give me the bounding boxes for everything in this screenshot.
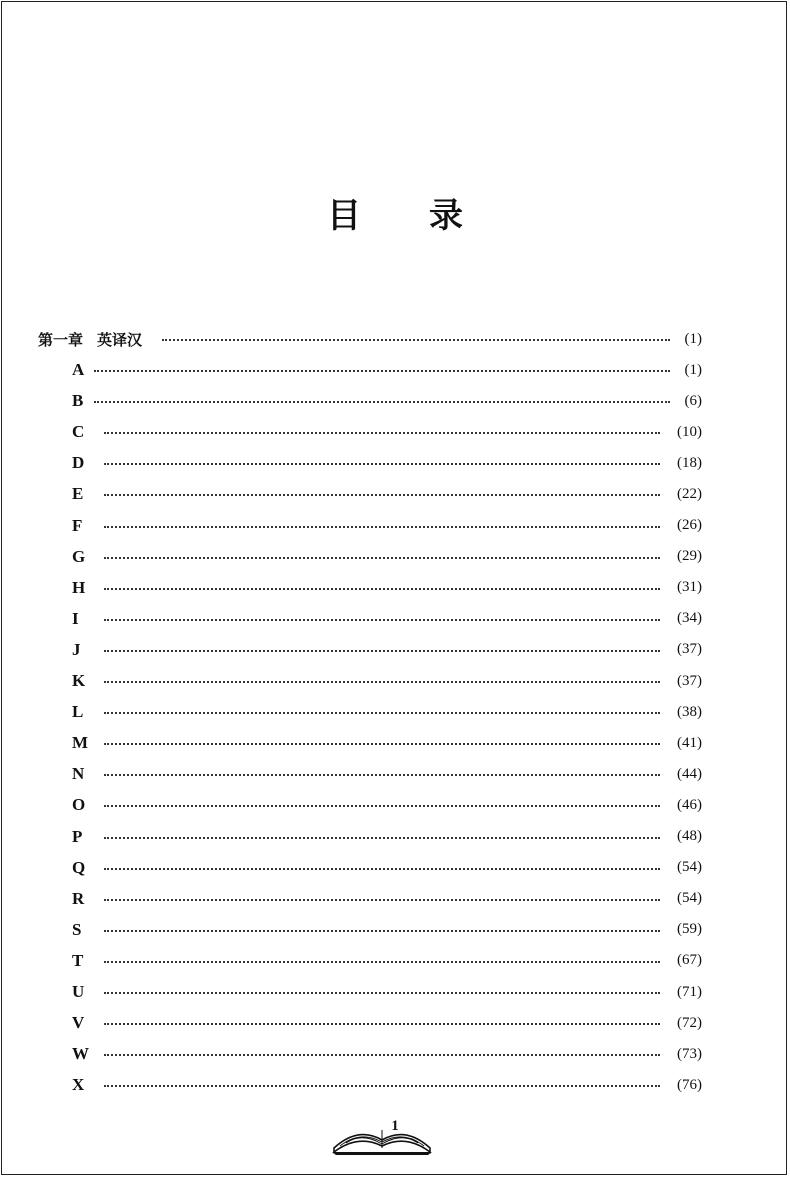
toc-entry-j[interactable] — [0, 635, 790, 665]
leader-dots — [104, 868, 660, 870]
entry-page: (1) — [684, 361, 702, 378]
entry-letter: B — [72, 391, 84, 411]
leader-dots — [104, 805, 660, 807]
leader-dots — [104, 1085, 660, 1087]
toc-entry-t[interactable] — [0, 946, 790, 976]
toc-entry-g[interactable] — [0, 542, 790, 572]
leader-dots — [104, 681, 660, 683]
entry-page: (76) — [677, 1076, 702, 1093]
entry-page: (37) — [677, 672, 702, 689]
entry-page: (46) — [677, 796, 702, 813]
entry-letter: X — [72, 1075, 85, 1095]
entry-page: (44) — [677, 765, 702, 782]
toc-entry-k[interactable] — [0, 666, 790, 696]
toc-entry-i[interactable] — [0, 604, 790, 634]
leader-dots — [104, 743, 660, 745]
entry-page: (59) — [677, 921, 702, 938]
entry-letter: F — [72, 515, 83, 535]
entry-page: (18) — [677, 454, 702, 471]
toc-entry-m[interactable] — [0, 728, 790, 758]
entry-page: (31) — [677, 579, 702, 596]
leader-dots — [104, 557, 660, 559]
entry-letter: G — [72, 546, 86, 566]
entry-letter: J — [72, 639, 81, 659]
leader-dots — [104, 1023, 660, 1025]
entry-letter: I — [72, 608, 79, 628]
toc-entry-c[interactable] — [0, 417, 790, 447]
entry-letter: V — [72, 1013, 85, 1033]
entry-letter: A — [72, 360, 85, 379]
entry-letter: E — [72, 484, 84, 504]
chapter-label — [38, 329, 142, 350]
chapter-name: 英译汉 — [97, 330, 143, 349]
leader-dots — [104, 712, 660, 714]
entry-letter: K — [72, 671, 86, 690]
entry-letter: R — [72, 888, 85, 908]
title-char-1: 目 — [327, 196, 361, 236]
leader-dots — [104, 961, 660, 963]
entry-page: (26) — [677, 517, 702, 533]
leader-dots — [104, 1054, 660, 1056]
entry-letter: U — [72, 982, 85, 1001]
leader-dots — [94, 370, 670, 372]
toc-entry-q[interactable] — [0, 853, 790, 883]
entry-letter: S — [72, 919, 82, 939]
title-char-2: 录 — [429, 196, 463, 236]
toc-entry-f[interactable] — [0, 511, 790, 541]
leader-dots — [104, 992, 660, 994]
toc-entry-o[interactable] — [0, 790, 790, 820]
entry-page: (54) — [677, 859, 702, 876]
leader-dots — [104, 650, 660, 652]
leader-dots — [104, 899, 660, 901]
entry-letter: W — [72, 1044, 89, 1064]
toc-entry-x[interactable] — [0, 1070, 790, 1100]
toc-entry-l[interactable] — [0, 697, 790, 727]
leader-dots — [94, 401, 670, 403]
entry-page: (10) — [677, 423, 702, 440]
leader-dots — [104, 837, 660, 839]
entry-page: (71) — [677, 983, 702, 1000]
entry-letter: L — [72, 702, 84, 722]
entry-page: (54) — [677, 890, 702, 907]
entry-page: (34) — [677, 610, 702, 627]
toc-entry-b[interactable] — [0, 386, 790, 416]
entry-page: (48) — [677, 828, 702, 844]
leader-dots — [162, 339, 670, 341]
entry-page: (73) — [677, 1045, 702, 1062]
entry-page: (67) — [677, 952, 702, 969]
leader-dots — [104, 588, 660, 590]
page-title — [0, 188, 790, 237]
toc-entry-u[interactable] — [0, 977, 790, 1007]
entry-letter: O — [72, 795, 86, 815]
toc-entry-h[interactable] — [0, 573, 790, 603]
toc-entry-n[interactable] — [0, 759, 790, 789]
page-number: 1 — [391, 1118, 399, 1134]
toc-entry-v[interactable] — [0, 1008, 790, 1038]
entry-page: (38) — [677, 703, 702, 720]
toc-entry-e[interactable] — [0, 479, 790, 509]
leader-dots — [104, 774, 660, 776]
toc-entry-s[interactable] — [0, 915, 790, 945]
toc-chapter-row[interactable] — [0, 324, 790, 354]
leader-dots — [104, 930, 660, 932]
entry-letter: P — [72, 826, 83, 846]
entry-page: (29) — [677, 548, 702, 565]
entry-letter: D — [72, 453, 85, 473]
chapter-page: (1) — [684, 330, 702, 347]
entry-letter: M — [72, 733, 89, 753]
entry-letter: H — [72, 577, 86, 597]
entry-letter: N — [72, 764, 85, 784]
leader-dots — [104, 463, 660, 465]
entry-letter: C — [72, 422, 85, 442]
toc-entry-p[interactable] — [0, 822, 790, 852]
leader-dots — [104, 526, 660, 528]
entry-letter: T — [72, 950, 84, 970]
entry-page: (72) — [677, 1014, 702, 1031]
entry-page: (37) — [677, 641, 702, 658]
toc-entry-a[interactable] — [0, 355, 790, 385]
entry-letter: Q — [72, 857, 86, 877]
entry-page: (6) — [684, 392, 702, 409]
chapter-prefix: 第一章 — [38, 330, 84, 349]
toc-entry-d[interactable] — [0, 448, 790, 478]
leader-dots — [104, 494, 660, 496]
entry-page: (41) — [677, 734, 702, 751]
entry-page: (22) — [677, 485, 702, 502]
toc-entry-w[interactable] — [0, 1039, 790, 1069]
leader-dots — [104, 432, 660, 434]
toc-entry-r[interactable] — [0, 884, 790, 914]
leader-dots — [104, 619, 660, 621]
